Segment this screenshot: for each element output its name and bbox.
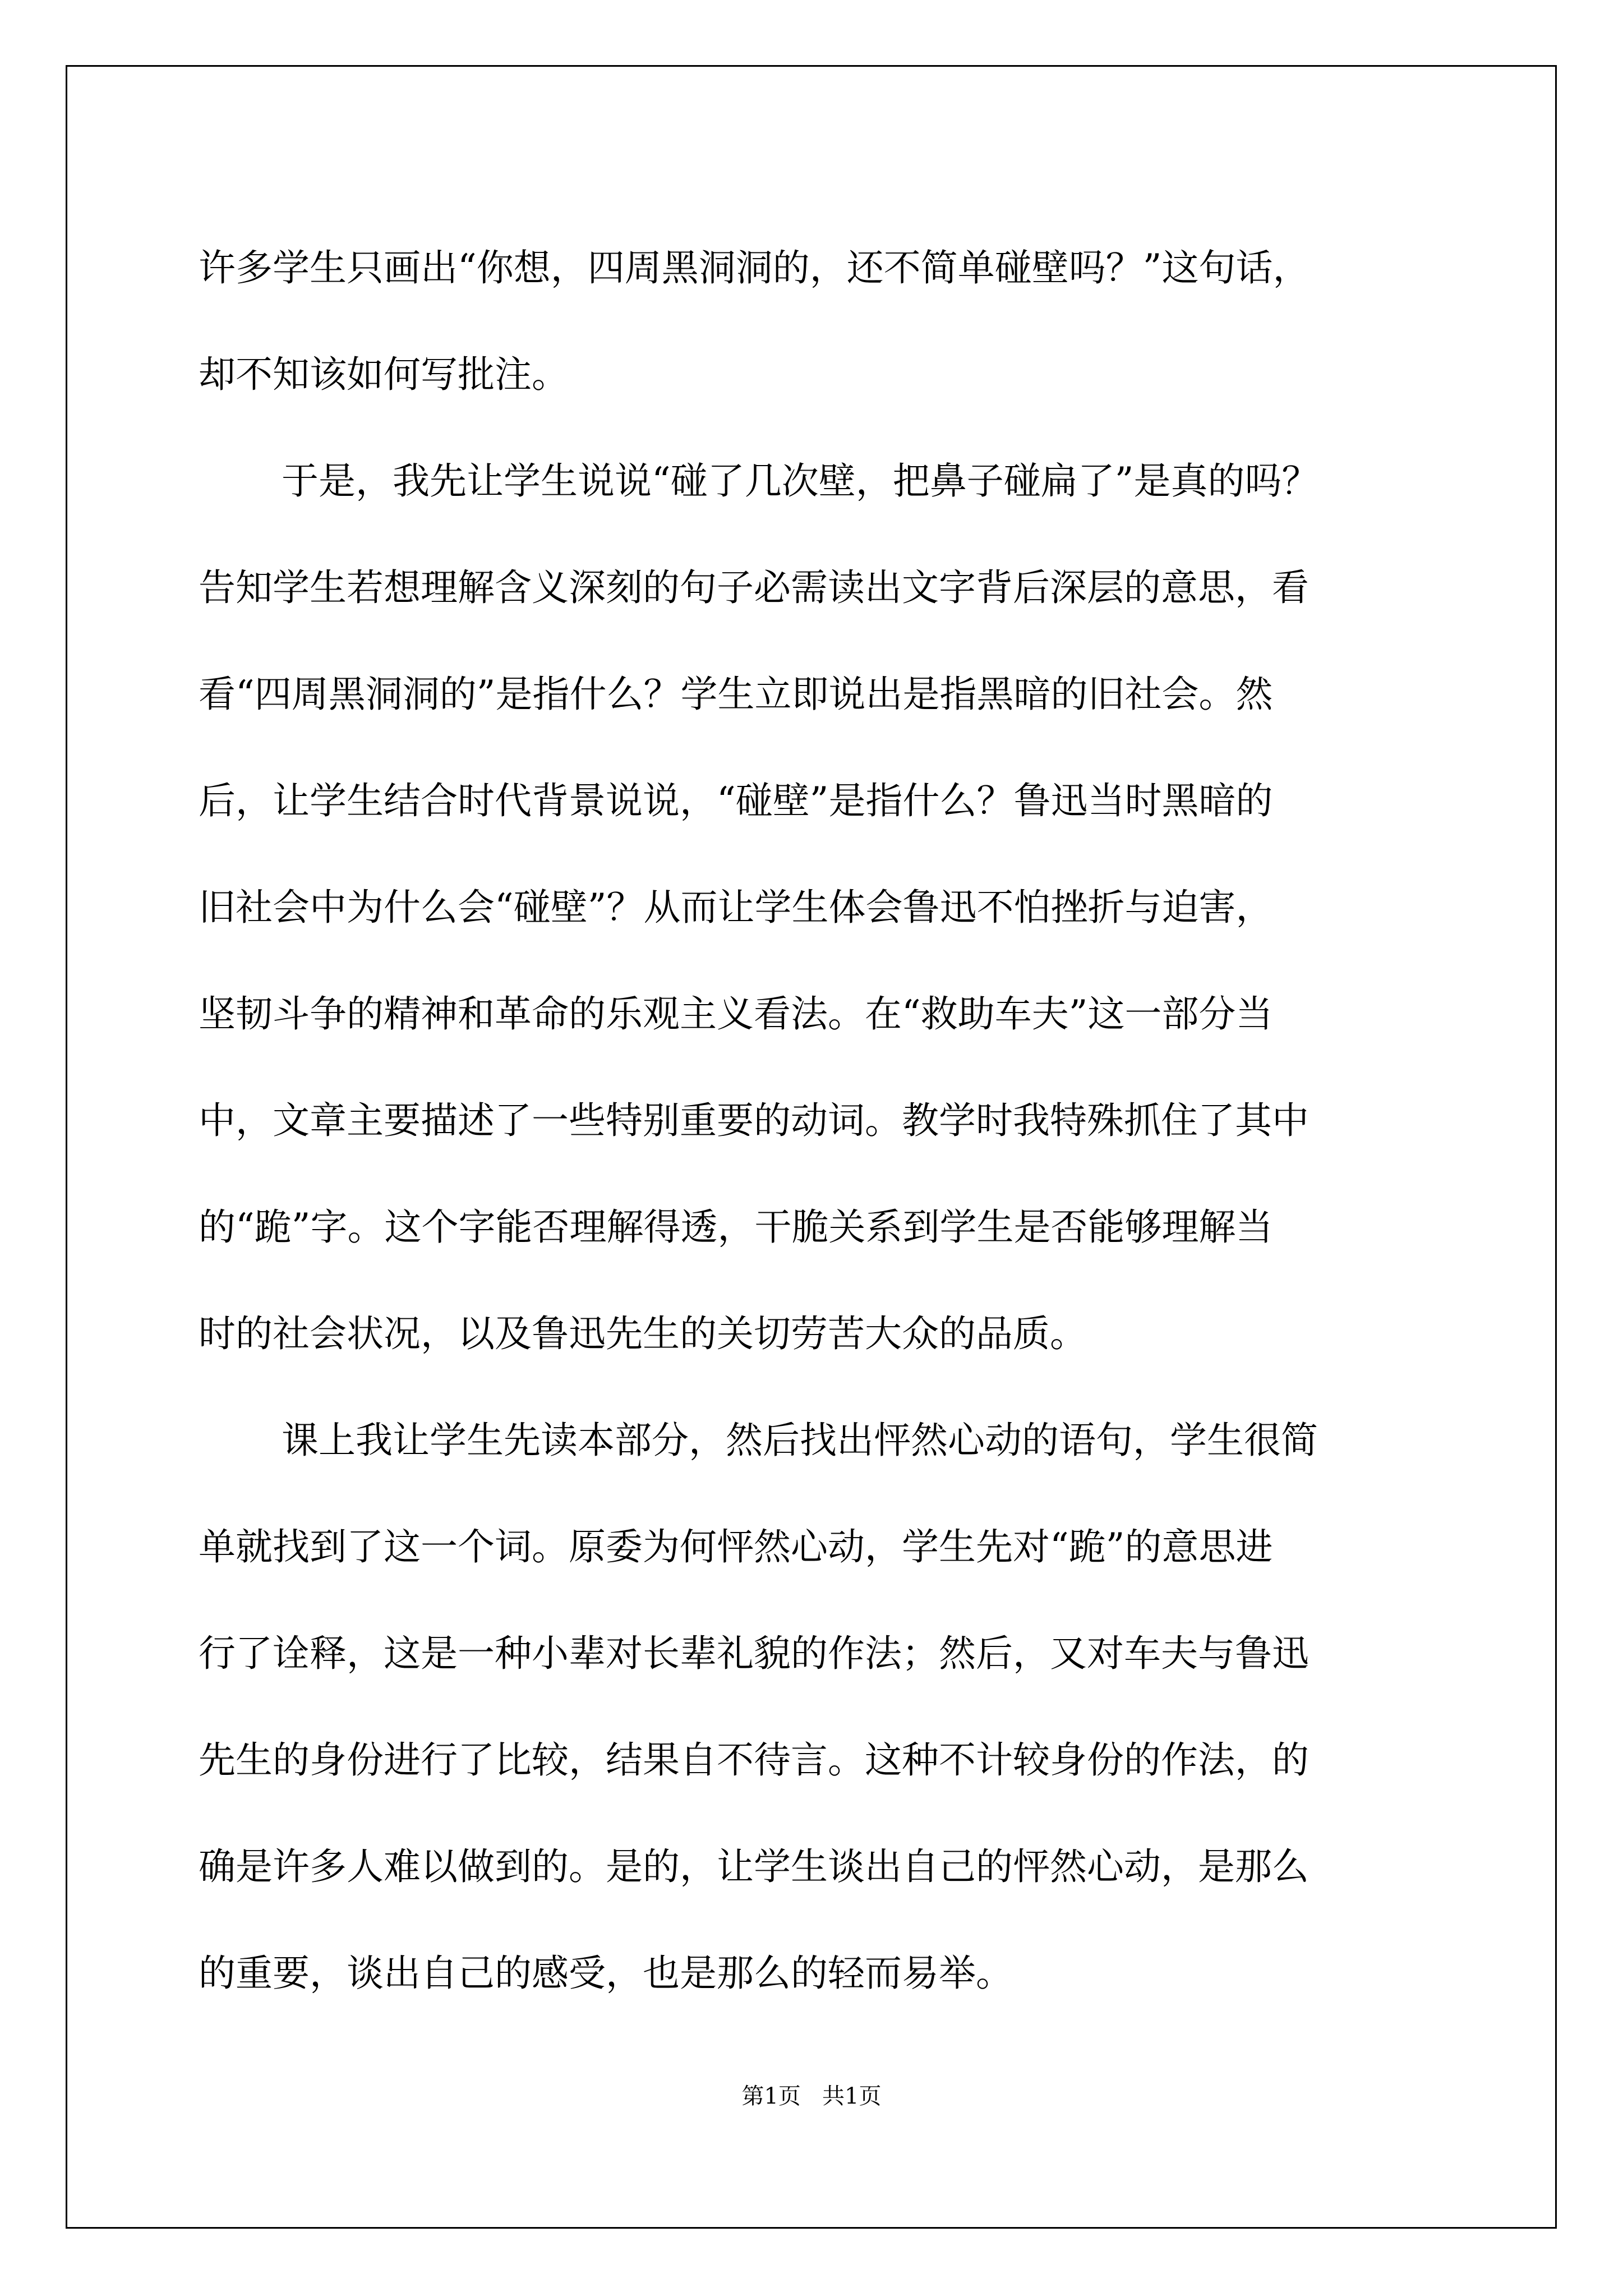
text-line: 时的社会状况，以及鲁迅先生的关切劳苦大众的品质。	[199, 1312, 1087, 1355]
text-line: 看“四周黑洞洞的”是指什么？学生立即说出是指黑暗的旧社会。然	[199, 673, 1273, 716]
paragraph-start-line: 于是，我先让学生说说“碰了几次壁，把鼻子碰扁了”是真的吗？	[282, 459, 1319, 503]
text-line: 许多学生只画出“你想，四周黑洞洞的，还不简单碰壁吗？”这句话，	[199, 246, 1310, 289]
text-line: 行了诠释，这是一种小辈对长辈礼貌的作法；然后，又对车夫与鲁迅	[199, 1632, 1309, 1675]
text-line: 先生的身份进行了比较，结果自不待言。这种不计较身份的作法，的	[199, 1738, 1309, 1782]
text-line: 旧社会中为什么会“碰壁”？从而让学生体会鲁迅不怕挫折与迫害，	[199, 886, 1273, 929]
text-line: 单就找到了这一个词。原委为何怦然心动，学生先对“跪”的意思进	[199, 1525, 1273, 1568]
text-line: 的重要，谈出自己的感受，也是那么的轻而易举。	[199, 1952, 1013, 1995]
paragraph-start-line: 课上我让学生先读本部分，然后找出怦然心动的语句，学生很简	[282, 1419, 1318, 1462]
text-line: 的“跪”字。这个字能否理解得透，干脆关系到学生是否能够理解当	[199, 1205, 1273, 1249]
text-line: 告知学生若想理解含义深刻的句子必需读出文字背后深层的意思，看	[199, 566, 1309, 609]
page-number-footer: 第1页 共1页	[741, 2083, 882, 2109]
text-line: 后，让学生结合时代背景说说，“碰壁”是指什么？鲁迅当时黑暗的	[199, 779, 1273, 822]
text-line: 坚韧斗争的精神和革命的乐观主义看法。在“救助车夫”这一部分当	[199, 992, 1273, 1036]
text-line: 确是许多人难以做到的。是的，让学生谈出自己的怦然心动，是那么	[199, 1845, 1309, 1888]
document-body	[199, 215, 1424, 2027]
text-line: 却不知该如何写批注。	[199, 353, 569, 396]
text-line: 中，文章主要描述了一些特别重要的动词。教学时我特殊抓住了其中	[199, 1099, 1309, 1142]
